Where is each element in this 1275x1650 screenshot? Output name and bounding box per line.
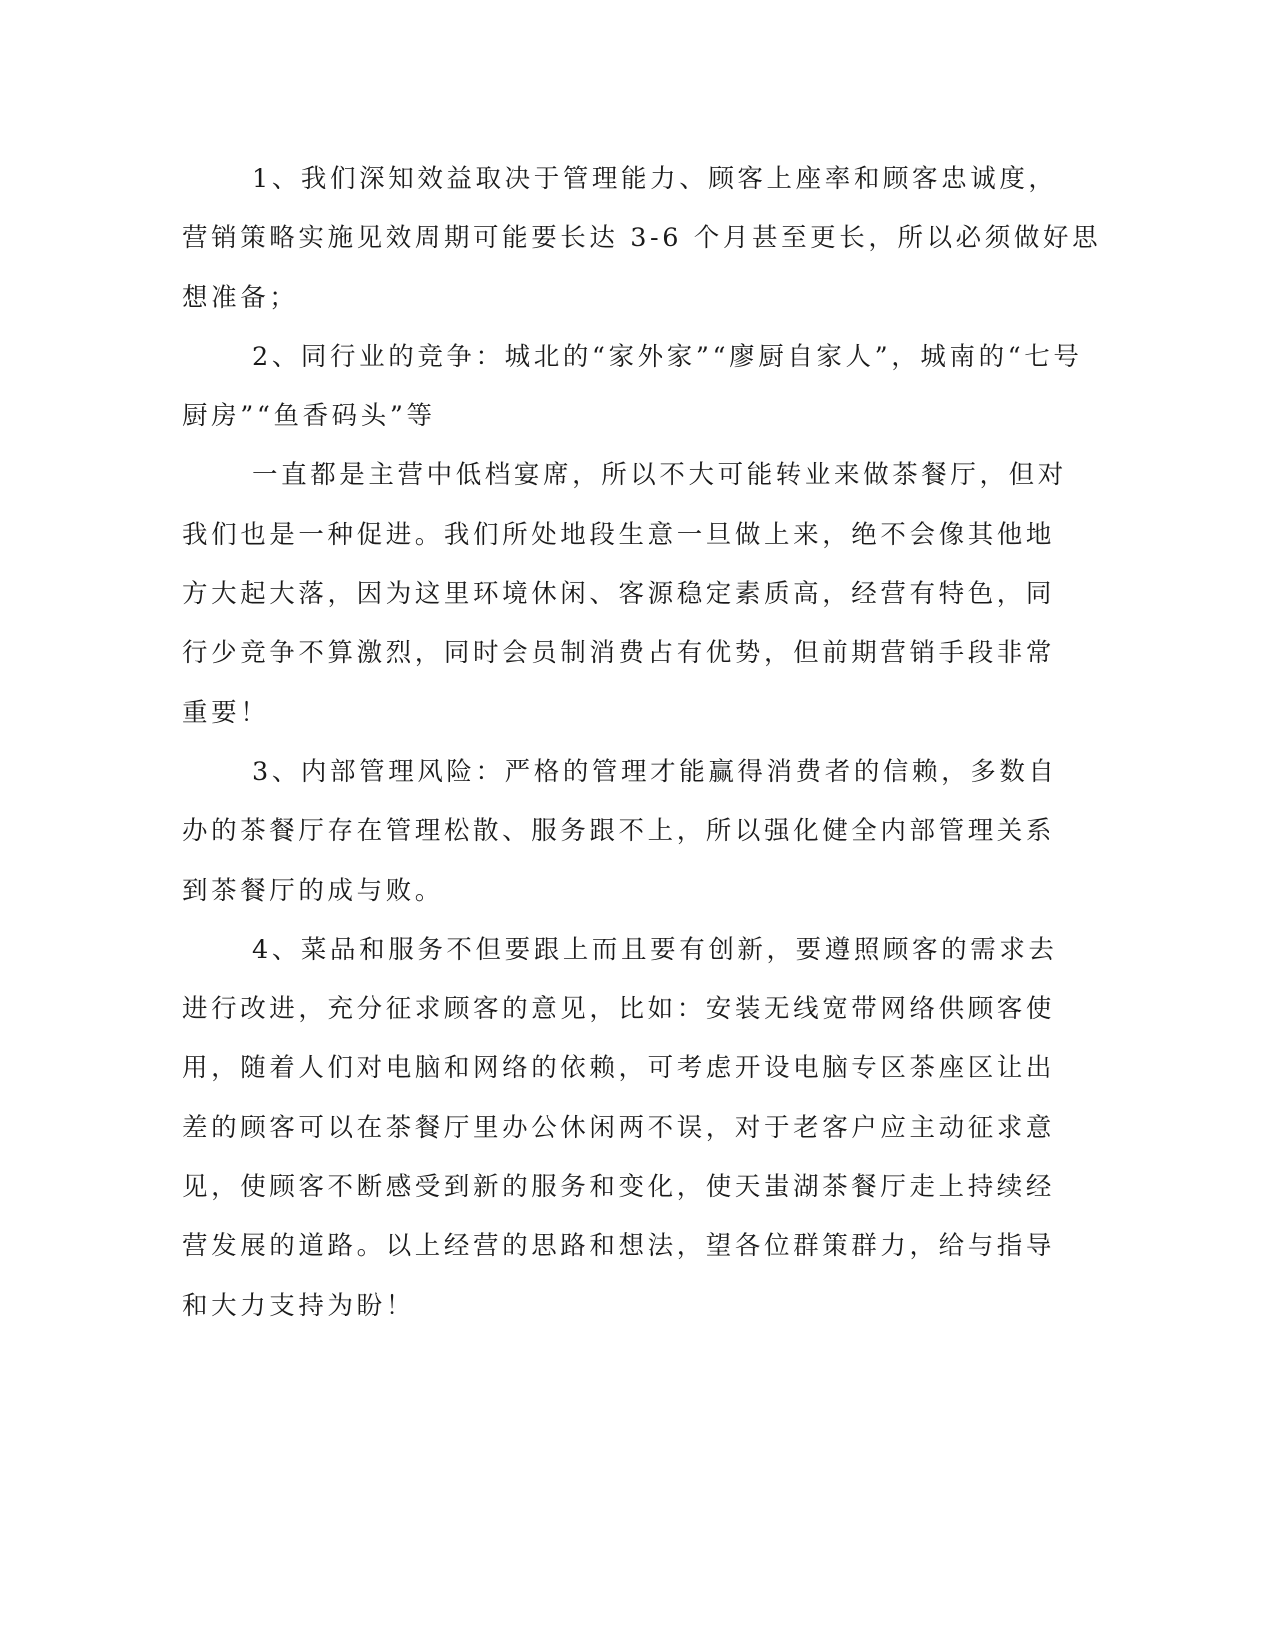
paragraph-1-line-3: 想准备； [182,282,299,313]
paragraph-1-line-2: 营销策略实施见效周期可能要长达 3-6 个月甚至更长，所以必须做好思 [182,223,1102,254]
paragraph-3-line-2: 我们也是一种促进。我们所处地段生意一旦做上来，绝不会像其他地 [182,519,1056,550]
paragraph-5-line-1: 4、菜品和服务不但要跟上而且要有创新，要遵照顾客的需求去 [252,934,1058,965]
paragraph-5-line-3: 用，随着人们对电脑和网络的依赖，可考虑开设电脑专区茶座区让出 [182,1053,1056,1084]
paragraph-2-line-1: 2、同行业的竞争：城北的“家外家”“廖厨自家人”，城南的“七号 [252,341,1083,372]
paragraph-3-line-4: 行少竞争不算激烈，同时会员制消费占有优势，但前期营销手段非常 [182,638,1056,669]
paragraph-5-line-7: 和大力支持为盼！ [182,1290,415,1321]
paragraph-3-line-3: 方大起大落，因为这里环境休闲、客源稳定素质高，经营有特色，同 [182,579,1056,610]
paragraph-2-line-2: 厨房”“鱼香码头”等 [182,401,436,432]
paragraph-5-line-2: 进行改进，充分征求顾客的意见，比如：安装无线宽带网络供顾客使 [182,994,1056,1025]
paragraph-3-line-5: 重要！ [182,697,270,728]
document-page [182,150,1102,1336]
paragraph-5-line-4: 差的顾客可以在茶餐厅里办公休闲两不误，对于老客户应主动征求意 [182,1112,1056,1143]
paragraph-4-line-2: 办的茶餐厅存在管理松散、服务跟不上，所以强化健全内部管理关系 [182,816,1056,847]
paragraph-3-line-1: 一直都是主营中低档宴席，所以不大可能转业来做茶餐厅，但对 [252,460,1067,491]
paragraph-4-line-1: 3、内部管理风险：严格的管理才能赢得消费者的信赖，多数自 [252,756,1058,787]
paragraph-4-line-3: 到茶餐厅的成与败。 [182,875,444,906]
paragraph-5-line-5: 见，使顾客不断感受到新的服务和变化，使天蚩湖茶餐厅走上持续经 [182,1172,1056,1203]
paragraph-5-line-6: 营发展的道路。以上经营的思路和想法，望各位群策群力，给与指导 [182,1231,1056,1262]
paragraph-1-line-1: 1、我们深知效益取决于管理能力、顾客上座率和顾客忠诚度， [252,164,1058,194]
